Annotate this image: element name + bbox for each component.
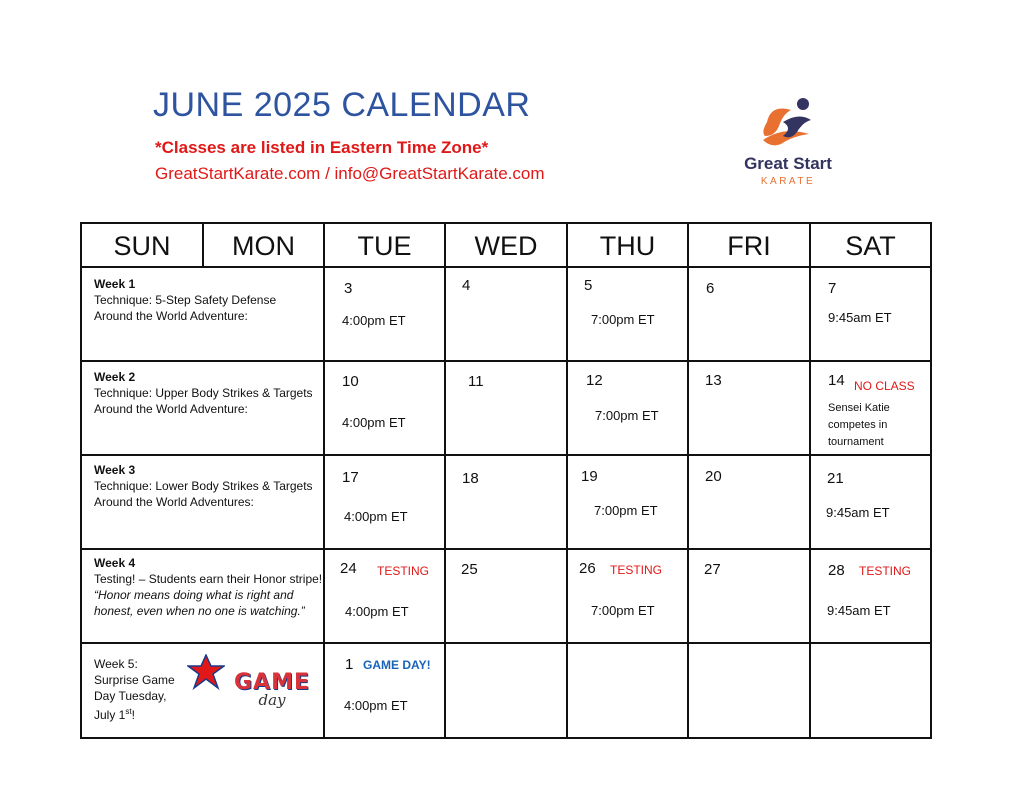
date-jun-24: 24	[340, 560, 357, 577]
class-time: 4:00pm ET	[344, 698, 408, 713]
date-jun-25: 25	[461, 561, 478, 578]
class-time: 7:00pm ET	[591, 603, 655, 618]
week-adventure: Around the World Adventure:	[94, 309, 248, 323]
week-label: Week 3	[94, 463, 136, 477]
red-star-icon	[187, 654, 225, 690]
class-time: 9:45am ET	[827, 603, 891, 618]
week-label: Week 5:	[94, 657, 138, 671]
date-jun-14: 14	[828, 372, 845, 389]
week-1-info	[94, 276, 324, 324]
date-jun-11: 11	[468, 373, 484, 390]
day-header-sat: SAT	[845, 231, 896, 261]
page-title: JUNE 2025 CALENDAR	[153, 86, 531, 124]
week-technique: Technique: 5-Step Safety Defense	[94, 293, 277, 307]
class-time: 4:00pm ET	[342, 313, 406, 328]
week-adventure: Around the World Adventure:	[94, 402, 248, 416]
date-jun-17: 17	[342, 469, 359, 486]
day-header-fri: FRI	[689, 224, 811, 268]
week-3-info	[94, 462, 324, 510]
calendar-grid	[80, 222, 932, 739]
class-time: 7:00pm ET	[595, 408, 659, 423]
date-jun-6: 6	[706, 280, 715, 297]
week-label: Week 2	[94, 370, 136, 384]
contact-info: GreatStartKarate.com / info@GreatStartKarate.com	[155, 164, 545, 183]
week-technique: Technique: Upper Body Strikes & Targets	[94, 386, 313, 400]
timezone-note: *Classes are listed in Eastern Time Zone*	[155, 138, 489, 157]
day-header-wed: WED	[446, 224, 568, 268]
day-word: day	[258, 691, 286, 709]
date-jun-18: 18	[462, 470, 479, 487]
date-jun-27: 27	[704, 561, 721, 578]
game-day-graphic	[232, 670, 312, 709]
testing-badge: TESTING	[610, 563, 663, 577]
date-jun-5: 5	[584, 277, 593, 294]
grid-line	[809, 268, 811, 739]
day-header-mon: MON	[204, 224, 325, 268]
date-jun-26: 26	[579, 560, 596, 577]
class-time: 7:00pm ET	[594, 503, 658, 518]
week-4-info	[94, 555, 324, 619]
date-jun-13: 13	[705, 372, 722, 389]
class-time: 4:00pm ET	[344, 509, 408, 524]
game-word: GAME	[233, 670, 310, 695]
week-text-end: !	[131, 708, 135, 722]
week-adventure: Around the World Adventures:	[94, 495, 254, 509]
date-jun-4: 4	[462, 277, 471, 294]
day-header-tue: TUE	[325, 224, 446, 268]
ordinal-suffix: st	[125, 707, 132, 716]
grid-line	[82, 360, 930, 362]
date-jun-28: 28	[828, 562, 845, 579]
week-text: Testing! – Students earn their Honor stripe!	[94, 572, 323, 586]
class-time: 7:00pm ET	[591, 312, 655, 327]
testing-badge: TESTING	[377, 564, 430, 578]
class-time: 9:45am ET	[826, 505, 890, 520]
date-jun-20: 20	[705, 468, 722, 485]
week-2-info	[94, 369, 324, 417]
no-class-badge: NO CLASS	[854, 379, 915, 393]
week-label: Week 1	[94, 277, 136, 291]
karate-kick-figure-icon	[753, 92, 823, 152]
grid-line	[82, 454, 930, 456]
grid-line	[82, 266, 930, 268]
week-label: Week 4	[94, 556, 136, 570]
great-start-karate-logo	[723, 92, 853, 197]
testing-badge: TESTING	[859, 564, 912, 578]
logo-name: Great Start	[744, 154, 832, 173]
week-technique: Technique: Lower Body Strikes & Targets	[94, 479, 313, 493]
game-day-badge: GAME DAY!	[363, 658, 431, 672]
grid-line	[444, 268, 446, 739]
date-jun-7: 7	[828, 280, 837, 297]
date-jun-21: 21	[827, 470, 844, 487]
day-header-thu: THU	[568, 224, 689, 268]
sat-note: Sensei Katie competes in tournament	[828, 402, 890, 448]
date-jul-1: 1	[345, 656, 354, 673]
date-jun-19: 19	[581, 468, 598, 485]
date-jun-12: 12	[586, 372, 603, 389]
date-jun-10: 10	[342, 373, 359, 390]
honor-quote: “Honor means doing what is right and honest, even when no one is watching.”	[94, 588, 305, 618]
class-time: 4:00pm ET	[345, 604, 409, 619]
grid-line	[82, 548, 930, 550]
date-jun-3: 3	[344, 280, 353, 297]
grid-line	[687, 268, 689, 739]
week-5-info	[94, 656, 190, 723]
class-time: 9:45am ET	[828, 310, 892, 325]
week-text: Surprise Game Day Tuesday, July 1	[94, 673, 175, 722]
logo-tagline: KARATE	[760, 176, 816, 187]
class-time: 4:00pm ET	[342, 415, 406, 430]
grid-line	[82, 642, 930, 644]
grid-line	[566, 268, 568, 739]
day-header-sun: SUN	[82, 224, 204, 268]
